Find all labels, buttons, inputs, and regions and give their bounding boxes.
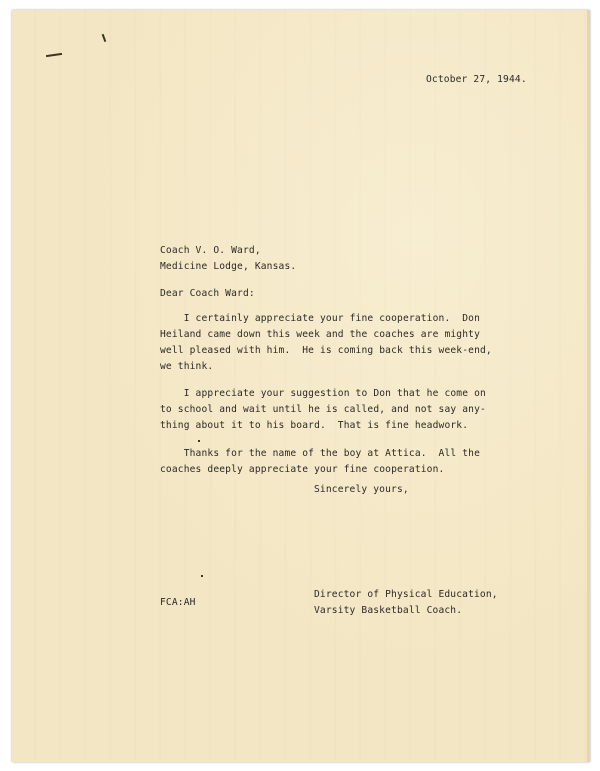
recipient-address: Medicine Lodge, Kansas.: [160, 261, 297, 272]
paragraph-1-line-2: Heiland came down this week and the coaches are mighty: [160, 329, 480, 340]
letter-page: [12, 10, 590, 762]
letter-date: October 27, 1944.: [426, 74, 527, 85]
typewriter-speck: [201, 575, 203, 577]
signature-title-1: Director of Physical Education,: [314, 589, 498, 600]
pencil-tick: [102, 34, 106, 42]
paragraph-2-line-1: I appreciate your suggestion to Don that he come on: [160, 388, 486, 399]
paragraph-3-line-1: Thanks for the name of the boy at Attica. All the: [160, 448, 480, 459]
paragraph-1-line-4: we think.: [160, 361, 214, 372]
closing: Sincerely yours,: [314, 484, 409, 495]
paragraph-3-line-2: coaches deeply appreciate your fine cooperation.: [160, 464, 445, 475]
salutation: Dear Coach Ward:: [160, 288, 255, 299]
signature-title-2: Varsity Basketball Coach.: [314, 605, 463, 616]
paragraph-2-line-2: to school and wait until he is called, and not say any-: [160, 404, 486, 415]
reference-initials: FCA:AH: [160, 597, 196, 608]
typewriter-speck: [198, 440, 200, 442]
recipient-name: Coach V. O. Ward,: [160, 245, 261, 256]
paragraph-1-line-3: well pleased with him. He is coming back this week-end,: [160, 345, 492, 356]
paragraph-2-line-3: thing about it to his board. That is fine headwork.: [160, 420, 469, 431]
pencil-mark: [46, 53, 62, 57]
paragraph-1-line-1: I certainly appreciate your fine cooperation. Don: [160, 313, 480, 324]
